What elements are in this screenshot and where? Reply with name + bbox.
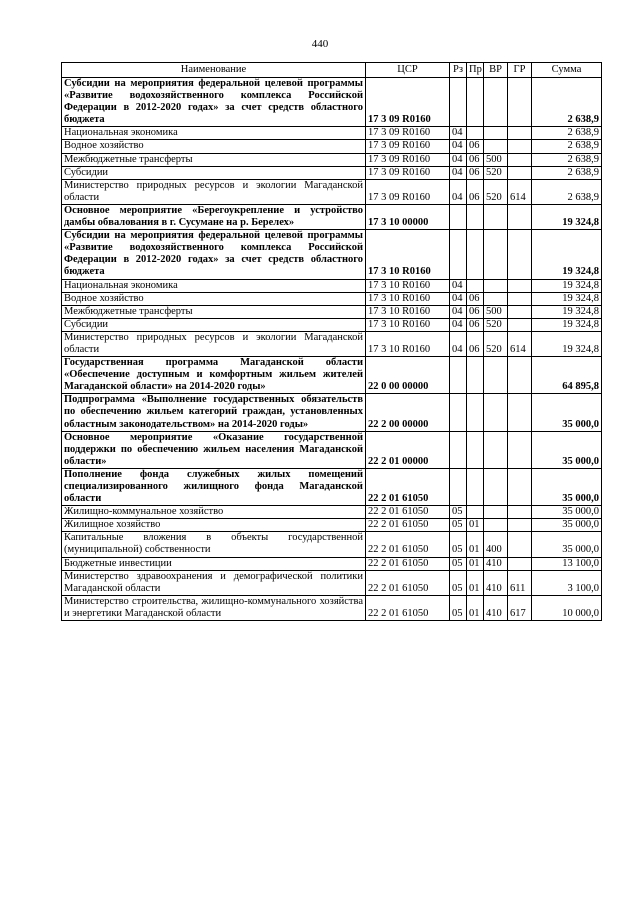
cell-name: Национальная экономика [62, 127, 366, 140]
cell-rz: 04 [450, 140, 467, 153]
cell-vr: 410 [484, 570, 508, 595]
table-row [62, 394, 602, 431]
table-row [62, 153, 602, 166]
cell-rz: 04 [450, 279, 467, 292]
cell-gr [508, 357, 532, 394]
cell-gr [508, 279, 532, 292]
column-header-rz: Рз [450, 63, 467, 78]
cell-csr: 17 3 09 R0160 [366, 140, 450, 153]
cell-pr: 06 [467, 305, 484, 318]
cell-csr: 22 2 00 00000 [366, 394, 450, 431]
cell-pr: 06 [467, 331, 484, 356]
cell-vr [484, 204, 508, 229]
cell-vr: 410 [484, 595, 508, 620]
cell-pr [467, 279, 484, 292]
cell-sum: 35 000,0 [532, 532, 602, 557]
cell-rz: 04 [450, 179, 467, 204]
cell-gr [508, 292, 532, 305]
cell-gr [508, 468, 532, 505]
cell-name: Капитальные вложения в объекты государственной (муниципальной) собственности [62, 532, 366, 557]
cell-sum: 35 000,0 [532, 506, 602, 519]
table-row [62, 570, 602, 595]
table-row [62, 179, 602, 204]
cell-csr: 17 3 09 R0160 [366, 153, 450, 166]
cell-csr: 22 2 01 61050 [366, 519, 450, 532]
cell-vr [484, 279, 508, 292]
cell-rz: 04 [450, 318, 467, 331]
cell-sum: 35 000,0 [532, 468, 602, 505]
table-row [62, 468, 602, 505]
page-number: 440 [311, 38, 329, 50]
column-header-sum: Сумма [532, 63, 602, 78]
column-header-name: Наименование [62, 63, 366, 78]
cell-pr [467, 357, 484, 394]
cell-gr: 614 [508, 179, 532, 204]
column-header-gr: ГР [508, 63, 532, 78]
cell-rz [450, 468, 467, 505]
cell-rz: 04 [450, 153, 467, 166]
table-row [62, 78, 602, 127]
cell-vr [484, 357, 508, 394]
cell-sum: 35 000,0 [532, 394, 602, 431]
cell-rz: 04 [450, 331, 467, 356]
cell-name: Субсидии на мероприятия федеральной целевой программы «Развитие водохозяйственного комплекса Российской Федерации в 2012-2020 годах» за счет средств областного бюджета [62, 78, 366, 127]
table-row [62, 431, 602, 468]
cell-pr [467, 230, 484, 279]
cell-vr: 500 [484, 153, 508, 166]
table-row [62, 532, 602, 557]
cell-pr: 01 [467, 557, 484, 570]
cell-sum: 10 000,0 [532, 595, 602, 620]
cell-gr [508, 557, 532, 570]
cell-gr [508, 127, 532, 140]
cell-rz: 05 [450, 595, 467, 620]
cell-csr: 17 3 10 R0160 [366, 230, 450, 279]
cell-name: Основное мероприятие «Оказание государственной поддержки по обеспечению жильем населения Магаданской области» [62, 431, 366, 468]
cell-pr [467, 431, 484, 468]
cell-name: Министерство здравоохранения и демографической политики Магаданской области [62, 570, 366, 595]
cell-gr [508, 204, 532, 229]
cell-vr: 520 [484, 179, 508, 204]
cell-csr: 17 3 09 R0160 [366, 127, 450, 140]
cell-rz: 04 [450, 127, 467, 140]
cell-sum: 35 000,0 [532, 431, 602, 468]
cell-sum: 2 638,9 [532, 127, 602, 140]
cell-gr [508, 532, 532, 557]
cell-name: Подпрограмма «Выполнение государственных обязательств по обеспечению жильем категорий граждан, установленных областным законодательством» на 2014-2020 годы» [62, 394, 366, 431]
table-body [62, 78, 602, 621]
cell-name: Министерство строительства, жилищно-коммунального хозяйства и энергетики Магаданской области [62, 595, 366, 620]
cell-sum: 19 324,8 [532, 292, 602, 305]
cell-name: Министерство природных ресурсов и экологии Магаданской области [62, 331, 366, 356]
cell-csr: 17 3 10 00000 [366, 204, 450, 229]
cell-vr: 520 [484, 318, 508, 331]
cell-vr [484, 292, 508, 305]
cell-pr [467, 78, 484, 127]
cell-rz: 05 [450, 519, 467, 532]
cell-csr: 22 2 01 61050 [366, 570, 450, 595]
cell-name: Государственная программа Магаданской области «Обеспечение доступным и комфортным жильем жителей Магаданской области» на 2014-2020 годы» [62, 357, 366, 394]
cell-sum: 19 324,8 [532, 305, 602, 318]
cell-sum: 2 638,9 [532, 179, 602, 204]
table-row [62, 557, 602, 570]
table-row [62, 279, 602, 292]
cell-csr: 17 3 09 R0160 [366, 78, 450, 127]
cell-gr [508, 431, 532, 468]
table-row [62, 357, 602, 394]
cell-name: Водное хозяйство [62, 140, 366, 153]
cell-sum: 19 324,8 [532, 279, 602, 292]
cell-vr [484, 230, 508, 279]
cell-gr [508, 394, 532, 431]
cell-pr [467, 468, 484, 505]
cell-gr: 611 [508, 570, 532, 595]
cell-gr: 617 [508, 595, 532, 620]
cell-sum: 2 638,9 [532, 78, 602, 127]
cell-rz [450, 357, 467, 394]
cell-name: Жилищно-коммунальное хозяйство [62, 506, 366, 519]
table-row [62, 166, 602, 179]
cell-rz [450, 431, 467, 468]
cell-name: Бюджетные инвестиции [62, 557, 366, 570]
cell-gr [508, 305, 532, 318]
cell-csr: 17 3 09 R0160 [366, 179, 450, 204]
table-row [62, 305, 602, 318]
cell-sum: 19 324,8 [532, 331, 602, 356]
cell-vr: 500 [484, 305, 508, 318]
cell-pr: 06 [467, 318, 484, 331]
cell-vr [484, 140, 508, 153]
cell-gr [508, 318, 532, 331]
cell-pr: 01 [467, 595, 484, 620]
cell-rz: 05 [450, 506, 467, 519]
table-row [62, 140, 602, 153]
cell-rz: 05 [450, 557, 467, 570]
cell-sum: 35 000,0 [532, 519, 602, 532]
table-row [62, 331, 602, 356]
table-row [62, 318, 602, 331]
cell-name: Межбюджетные трансферты [62, 153, 366, 166]
cell-pr: 01 [467, 519, 484, 532]
cell-gr [508, 140, 532, 153]
column-header-vr: ВР [484, 63, 508, 78]
cell-name: Национальная экономика [62, 279, 366, 292]
cell-csr: 17 3 10 R0160 [366, 292, 450, 305]
cell-pr: 01 [467, 570, 484, 595]
cell-csr: 22 2 01 61050 [366, 532, 450, 557]
cell-sum: 2 638,9 [532, 140, 602, 153]
cell-pr [467, 506, 484, 519]
cell-sum: 2 638,9 [532, 153, 602, 166]
cell-sum: 19 324,8 [532, 230, 602, 279]
cell-name: Основное мероприятие «Берегоукрепление и устройство дамбы обвалования в г. Сусумане на р. Берелех» [62, 204, 366, 229]
cell-csr: 22 2 01 61050 [366, 557, 450, 570]
cell-vr: 410 [484, 557, 508, 570]
cell-rz: 05 [450, 570, 467, 595]
cell-rz [450, 78, 467, 127]
table-row [62, 292, 602, 305]
cell-rz: 05 [450, 532, 467, 557]
cell-pr [467, 394, 484, 431]
cell-name: Субсидии [62, 318, 366, 331]
table-row [62, 230, 602, 279]
table-row [62, 204, 602, 229]
cell-vr [484, 127, 508, 140]
cell-sum: 19 324,8 [532, 318, 602, 331]
cell-gr: 614 [508, 331, 532, 356]
budget-table [61, 62, 602, 621]
cell-csr: 17 3 10 R0160 [366, 318, 450, 331]
cell-name: Межбюджетные трансферты [62, 305, 366, 318]
cell-csr: 17 3 10 R0160 [366, 305, 450, 318]
cell-sum: 3 100,0 [532, 570, 602, 595]
cell-csr: 22 2 01 00000 [366, 431, 450, 468]
cell-pr: 06 [467, 166, 484, 179]
cell-name: Министерство природных ресурсов и экологии Магаданской области [62, 179, 366, 204]
cell-rz [450, 230, 467, 279]
cell-csr: 22 2 01 61050 [366, 595, 450, 620]
cell-sum: 19 324,8 [532, 204, 602, 229]
table-header-row [62, 63, 602, 78]
table-row [62, 127, 602, 140]
table-row [62, 506, 602, 519]
cell-pr [467, 127, 484, 140]
table-row [62, 595, 602, 620]
cell-name: Субсидии на мероприятия федеральной целевой программы «Развитие водохозяйственного комплекса Российской Федерации в 2012-2020 годах» за счет средств областного бюджета [62, 230, 366, 279]
cell-csr: 22 0 00 00000 [366, 357, 450, 394]
cell-csr: 22 2 01 61050 [366, 468, 450, 505]
cell-vr [484, 78, 508, 127]
cell-pr: 06 [467, 153, 484, 166]
cell-pr: 06 [467, 292, 484, 305]
cell-csr: 17 3 09 R0160 [366, 166, 450, 179]
cell-name: Субсидии [62, 166, 366, 179]
cell-sum: 13 100,0 [532, 557, 602, 570]
cell-rz: 04 [450, 292, 467, 305]
cell-name: Жилищное хозяйство [62, 519, 366, 532]
cell-rz [450, 394, 467, 431]
cell-vr [484, 519, 508, 532]
cell-vr [484, 468, 508, 505]
cell-gr [508, 519, 532, 532]
cell-gr [508, 153, 532, 166]
cell-pr: 06 [467, 179, 484, 204]
cell-gr [508, 166, 532, 179]
cell-csr: 17 3 10 R0160 [366, 279, 450, 292]
cell-name: Пополнение фонда служебных жилых помещений специализированного жилищного фонда Магаданской области [62, 468, 366, 505]
cell-vr: 520 [484, 331, 508, 356]
cell-pr: 06 [467, 140, 484, 153]
cell-pr [467, 204, 484, 229]
column-header-pr: Пр [467, 63, 484, 78]
cell-sum: 2 638,9 [532, 166, 602, 179]
cell-vr [484, 431, 508, 468]
cell-gr [508, 78, 532, 127]
cell-vr [484, 394, 508, 431]
cell-pr: 01 [467, 532, 484, 557]
cell-gr [508, 506, 532, 519]
table-row [62, 519, 602, 532]
cell-vr [484, 506, 508, 519]
cell-vr: 520 [484, 166, 508, 179]
cell-gr [508, 230, 532, 279]
cell-rz: 04 [450, 166, 467, 179]
cell-sum: 64 895,8 [532, 357, 602, 394]
cell-rz [450, 204, 467, 229]
column-header-csr: ЦСР [366, 63, 450, 78]
cell-name: Водное хозяйство [62, 292, 366, 305]
cell-csr: 22 2 01 61050 [366, 506, 450, 519]
cell-csr: 17 3 10 R0160 [366, 331, 450, 356]
cell-rz: 04 [450, 305, 467, 318]
cell-vr: 400 [484, 532, 508, 557]
